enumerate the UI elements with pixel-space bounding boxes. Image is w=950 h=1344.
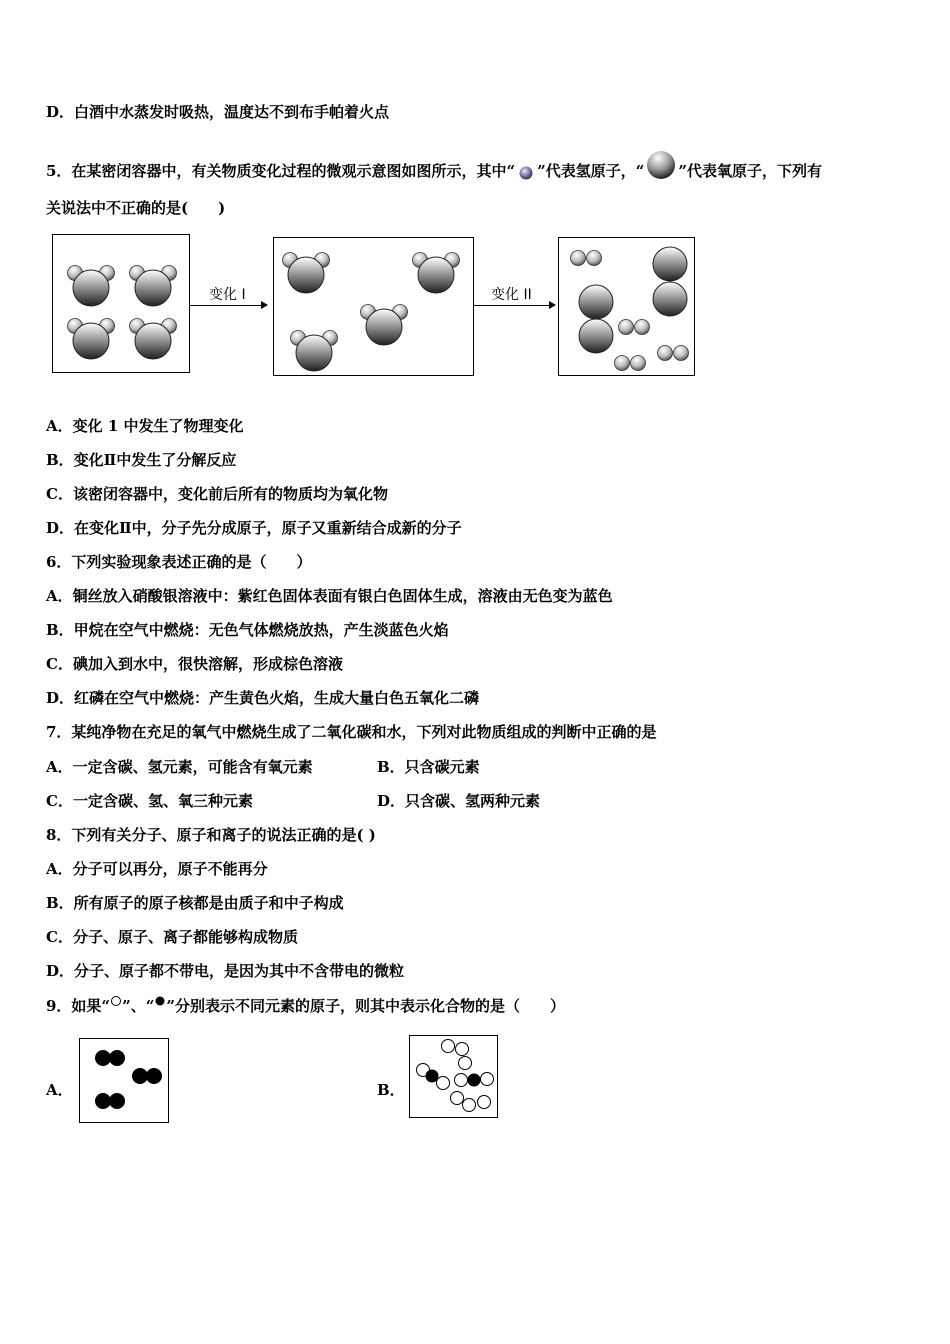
q9-stem-a: 9．如果“ (46, 997, 111, 1015)
q5-option-a: A．变化 1 中发生了物理变化 (46, 417, 244, 435)
q7-stem: 7．某纯净物在充足的氧气中燃烧生成了二氧化碳和水，下列对此物质组成的判断中正确的是 (46, 723, 657, 741)
q6-option-c: C．碘加入到水中，很快溶解，形成棕色溶液 (46, 655, 343, 673)
q8-option-a: A．分子可以再分，原子不能再分 (46, 860, 268, 878)
diagram-box-middle (273, 237, 474, 376)
change-2-arrow (474, 305, 554, 306)
hydrogen-atom-icon (515, 162, 537, 182)
white-atom-icon (110, 995, 122, 1009)
q9-stem-c: ”分别表示不同元素的原子，则其中表示化合物的是（ ） (166, 997, 565, 1015)
diagram-box-initial (52, 234, 190, 373)
q9-figure-a (79, 1038, 169, 1123)
q6-option-b: B．甲烷在空气中燃烧：无色气体燃烧放热，产生淡蓝色火焰 (46, 621, 449, 639)
change-1-arrow (190, 305, 266, 306)
q7-option-d: D．只含碳、氢两种元素 (377, 792, 541, 810)
q8-option-d: D．分子、原子都不带电，是因为其中不含带电的微粒 (46, 962, 405, 980)
q9-label-a: A． (46, 1081, 73, 1099)
oxygen-atom-icon (644, 148, 678, 186)
q7-option-c: C．一定含碳、氢、氧三种元素 (46, 792, 253, 810)
q9-figure-b (409, 1035, 498, 1118)
q9-label-b: B． (377, 1081, 405, 1099)
black-atom-icon (154, 995, 166, 1009)
q8-stem: 8．下列有关分子、原子和离子的说法正确的是( ) (46, 826, 376, 844)
q6-option-a: A．铜丝放入硝酸银溶液中：紫红色固体表面有银白色固体生成，溶液由无色变为蓝色 (46, 587, 613, 605)
q7-option-a: A．一定含碳、氢元素，可能含有氧元素 (46, 758, 313, 776)
q5-option-b: B．变化Ⅱ中发生了分解反应 (46, 451, 237, 469)
q5-stem-a: 5．在某密闭容器中，有关物质变化过程的微观示意图如图所示，其中“ (46, 162, 516, 180)
diagram-box-final (558, 237, 695, 376)
q4-option-d: D．白酒中水蒸发时吸热，温度达不到布手帕着火点 (46, 103, 390, 121)
q5-option-d: D．在变化Ⅱ中，分子先分成原子，原子又重新结合成新的分子 (46, 519, 462, 537)
q5-stem-line2: 关说法中不正确的是( ) (46, 199, 226, 217)
q5-stem-b: ”代表氢原子，“ (537, 162, 645, 180)
q8-option-b: B．所有原子的原子核都是由质子和中子构成 (46, 894, 344, 912)
q5-stem (46, 148, 822, 180)
change-1-label: 变化 I (209, 287, 246, 303)
q7-option-b: B．只含碳元素 (377, 758, 480, 776)
q6-option-d: D．红磷在空气中燃烧：产生黄色火焰，生成大量白色五氧化二磷 (46, 689, 480, 707)
q9-stem-b: ”、“ (122, 997, 155, 1015)
q5-option-c: C．该密闭容器中，变化前后所有的物质均为氧化物 (46, 485, 388, 503)
change-2-label: 变化 II (491, 287, 532, 303)
q5-stem-c: ”代表氧原子，下列有 (678, 162, 822, 180)
q8-option-c: C．分子、原子、离子都能够构成物质 (46, 928, 298, 946)
q6-stem: 6．下列实验现象表述正确的是（ ） (46, 553, 312, 571)
q9-stem (46, 995, 565, 1016)
